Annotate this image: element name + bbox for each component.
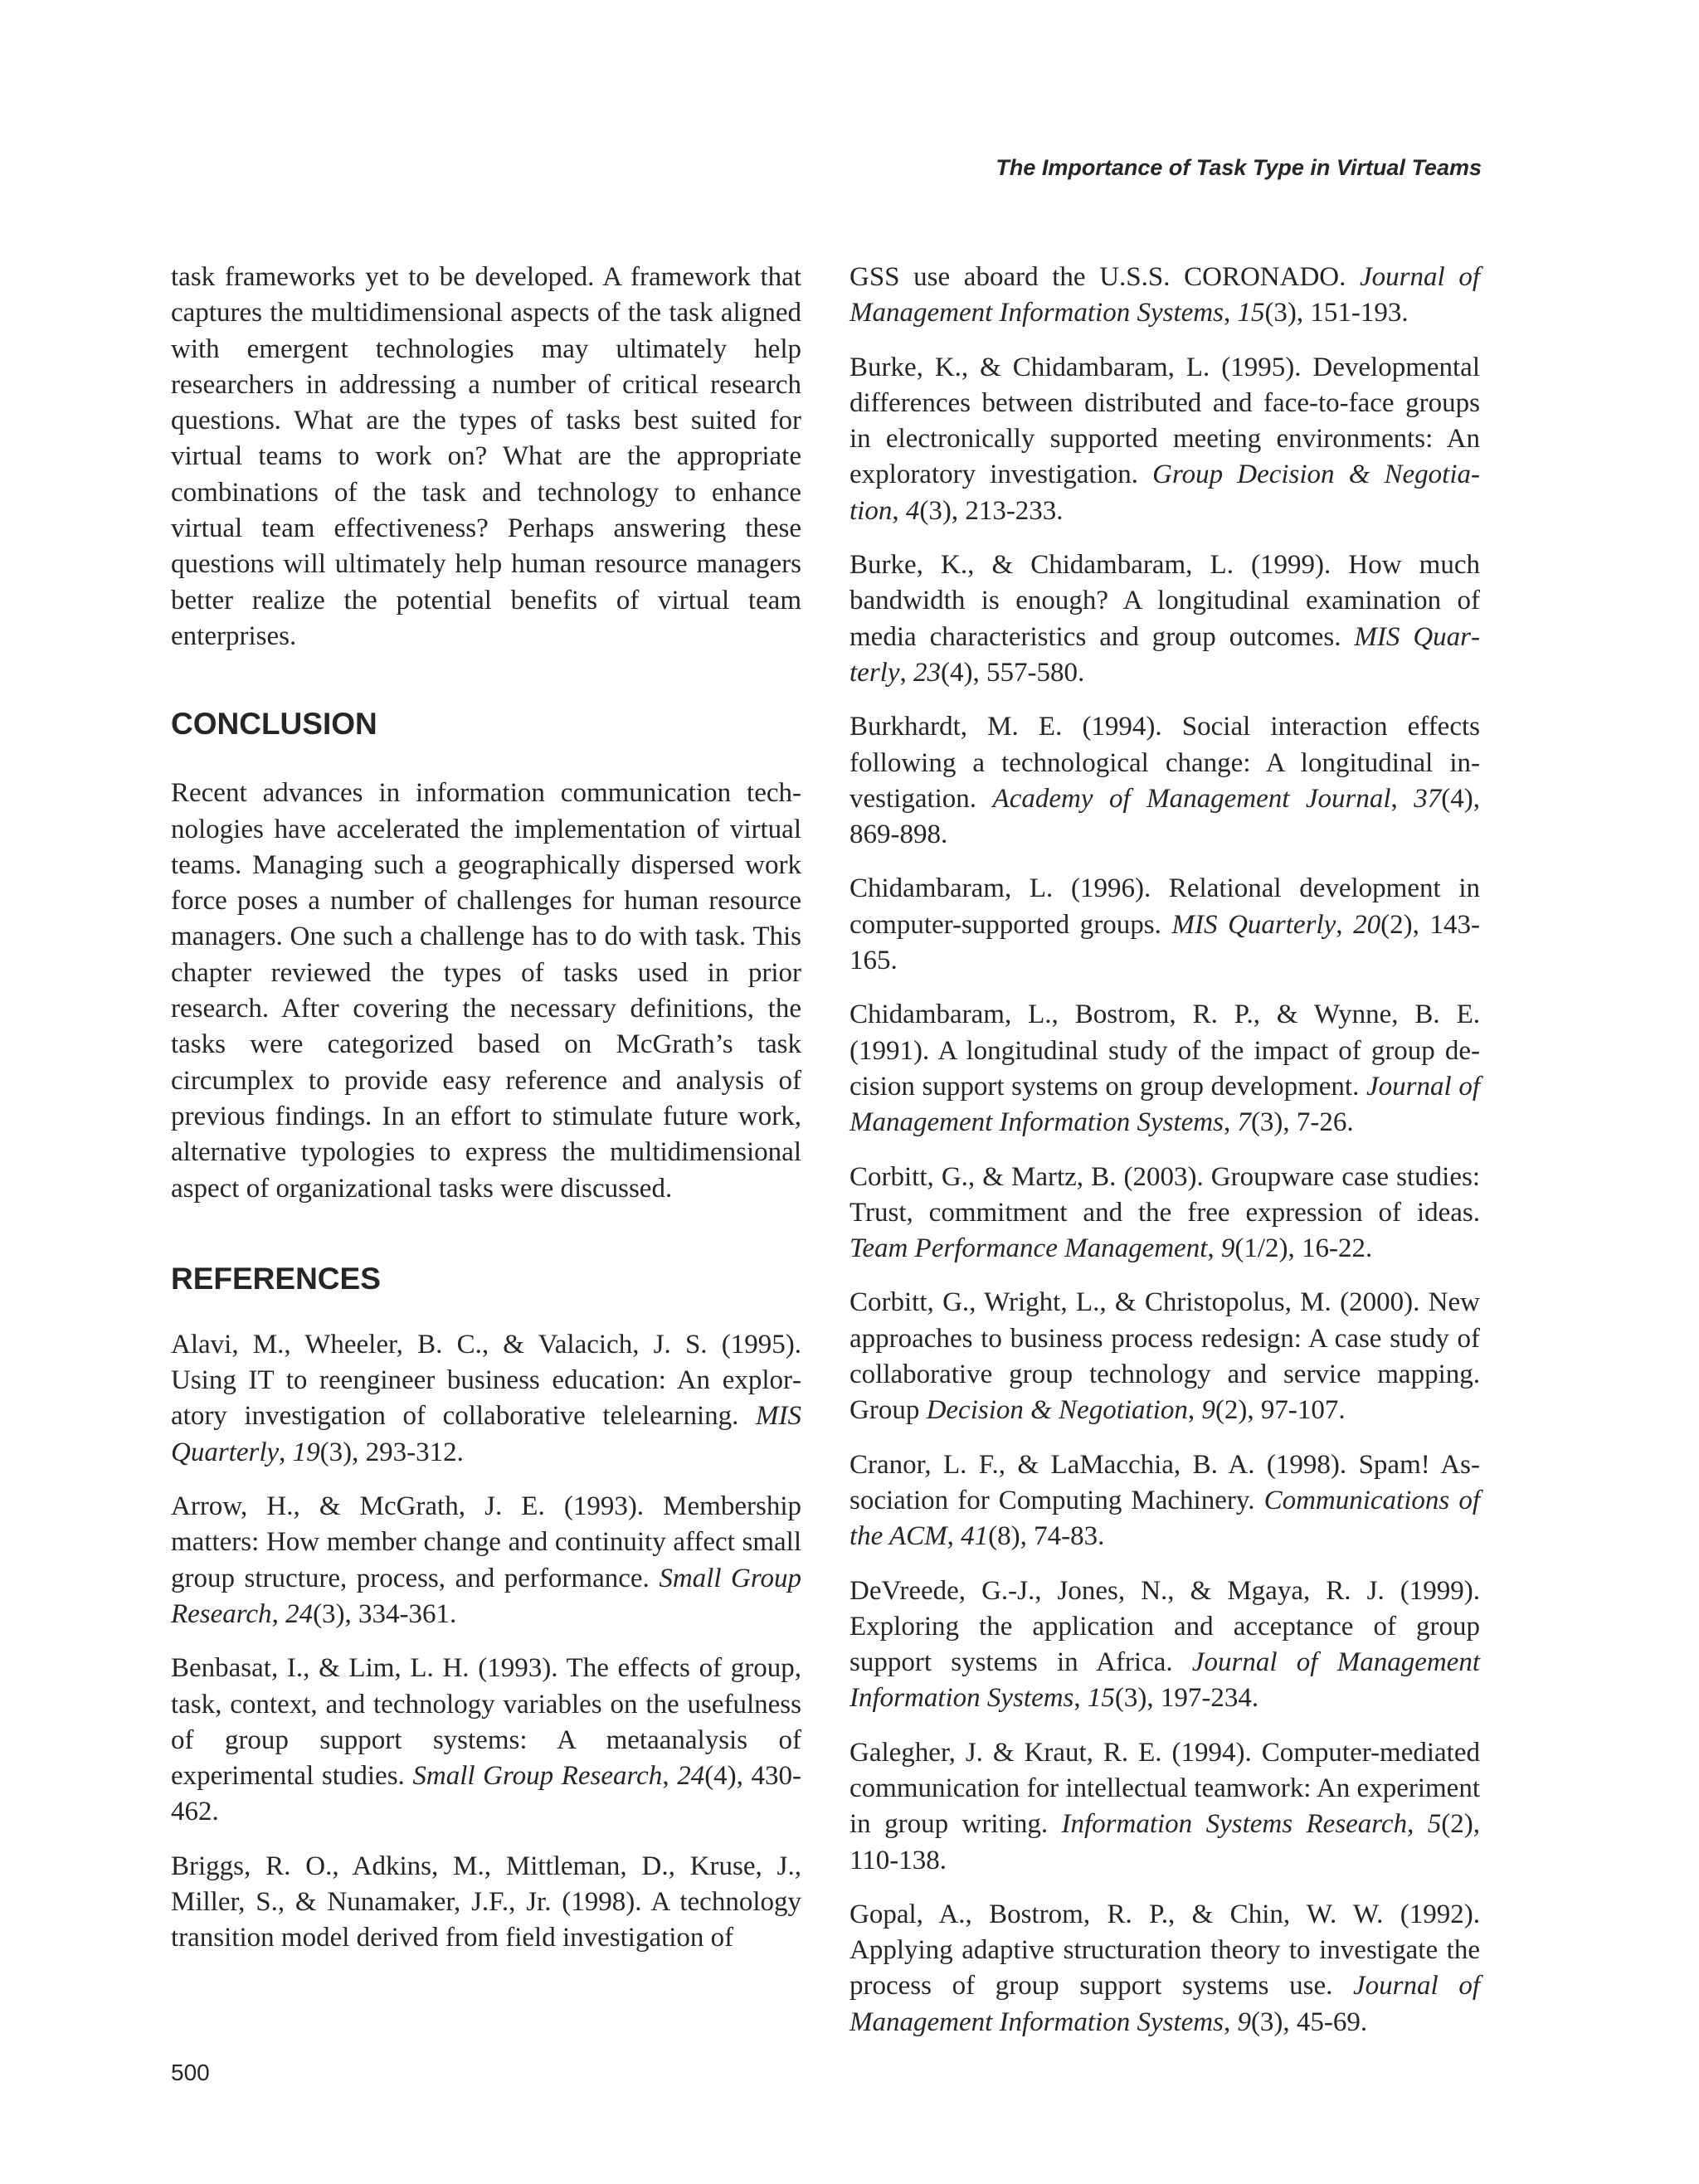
reference-journal: Small Group Research — [412, 1761, 663, 1792]
reference-journal: Journal of Management Information Systems — [850, 1071, 1481, 1138]
intro-paragraph: task frameworks yet to be developed. A framework that captures the multidimensional aspects of the task aligned with emergent technologies may ultimately help researchers in addressing a number of critical research questions. What are the types of tasks best suited for virtual teams to work on? What are the appropriate combinations of the task and technology to enhance virtual team effectiveness? Perhaps answering these questions will ultimately help human resource managers better realize the potential benefits of virtual team enterprises. — [171, 262, 801, 651]
reference-entry — [850, 1160, 1480, 1267]
reference-journal: Journal of Management Information Systems — [850, 262, 1480, 328]
reference-authors: Burke, K., & Chidambaram, L. (1995). Developmental differences between distributed and face-to-face groups in electronically supported meeting environments: An exploratory investigation. — [850, 352, 1480, 490]
reference-separator: , — [1187, 1395, 1202, 1426]
reference-pages: (3), 334-361. — [313, 1598, 457, 1629]
reference-entry — [171, 1489, 801, 1632]
reference-volume: 5 — [1427, 1809, 1442, 1840]
reference-journal: MIS Quarterly — [1171, 909, 1336, 940]
reference-authors: Chidambaram, L., Bostrom, R. P., & Wynne, B. E. (1991). A longitudinal study of the impact of group decision support systems on group development. — [850, 1000, 1480, 1102]
reference-entry — [850, 1285, 1480, 1428]
reference-separator: , — [947, 1521, 961, 1552]
reference-pages: (3), 213-233. — [919, 495, 1064, 526]
reference-entry — [850, 547, 1480, 691]
reference-volume: 41 — [961, 1521, 989, 1552]
reference-journal: Journal of Management Information Systems — [850, 1971, 1480, 2037]
reference-pages: (4), 869-898. — [850, 783, 1480, 850]
reference-entry — [850, 350, 1480, 529]
reference-entry — [171, 1849, 801, 1957]
reference-entry — [850, 997, 1480, 1141]
reference-volume: 9 — [1237, 2006, 1251, 2037]
conclusion-heading: CONCLUSION — [171, 707, 377, 742]
reference-continuation — [850, 260, 1480, 332]
reference-separator: , — [662, 1761, 678, 1792]
reference-authors: Chidambaram, L. (1996). Relational development in computer-supported groups. — [850, 873, 1480, 940]
reference-entry — [850, 709, 1480, 853]
reference-pages: (2), 110-138. — [850, 1809, 1480, 1875]
reference-pages: (1/2), 16-22. — [1234, 1233, 1373, 1264]
reference-volume: 9 — [1220, 1233, 1235, 1264]
reference-volume: 19 — [292, 1437, 320, 1467]
reference-separator: , — [1207, 1233, 1221, 1264]
reference-separator: , — [1336, 909, 1354, 940]
page-number: 500 — [171, 2060, 210, 2085]
reference-entry — [171, 1651, 801, 1830]
reference-journal: Journal of Management Information Systems — [850, 1647, 1480, 1714]
reference-pages: (4), 557-580. — [940, 657, 1085, 688]
reference-volume: 37 — [1414, 783, 1442, 814]
reference-pages: (3), 7-26. — [1250, 1107, 1354, 1138]
reference-separator: , — [279, 1437, 293, 1467]
reference-volume: 15 — [1237, 298, 1265, 328]
reference-journal: Decision & Negotiation — [926, 1395, 1188, 1426]
reference-authors: Briggs, R. O., Adkins, M., Mittleman, D., Kruse, J., Miller, S., & Nunamaker, J.F., Jr. (1998). A technology transition model derived from field investigation of — [171, 1851, 801, 1953]
reference-pages: (3), 293-312. — [319, 1437, 464, 1467]
reference-pages: (2), 143-165. — [850, 909, 1480, 976]
reference-entry — [850, 1735, 1480, 1879]
reference-separator: , — [1390, 783, 1414, 814]
reference-volume: 20 — [1353, 909, 1381, 940]
reference-entry — [850, 1897, 1480, 2041]
reference-journal: Information Systems Research — [1061, 1809, 1408, 1840]
reference-pages: (3), 151-193. — [1264, 298, 1409, 328]
reference-separator: , — [1223, 2006, 1238, 2037]
reference-volume: 24 — [677, 1761, 705, 1792]
reference-pages: (2), 97-107. — [1215, 1395, 1346, 1426]
reference-volume: 24 — [285, 1598, 314, 1629]
reference-entry — [850, 871, 1480, 979]
reference-separator: , — [1407, 1809, 1428, 1840]
reference-authors: Gopal, A., Bostrom, R. P., & Chin, W. W. (1992). Applying adaptive structuration theory to investigate the process of group support systems use. — [850, 1899, 1480, 2002]
reference-separator: , — [1223, 1107, 1238, 1138]
reference-volume: 9 — [1201, 1395, 1215, 1426]
conclusion-paragraph: Recent advances in information communication technologies have accelerated the implementation of virtual teams. Managing such a geographically dispersed work force poses a number of challenges for human resource managers. One such a challenge has to do with task. This chapter reviewed the types of tasks used in prior research. After covering the necessary definitions, the tasks were categorized based on McGrath’s task circumplex to provide easy reference and analysis of previous findings. In an effort to stimulate future work, alternative typologies to express the multidimensional aspect of organizational tasks were discussed. — [171, 778, 801, 1204]
right-column — [850, 260, 1480, 2059]
reference-journal: Small Group Research — [171, 1563, 802, 1629]
reference-authors: Burke, K., & Chidambaram, L. (1999). How much bandwidth is enough? A longitudinal examination of media characteristics and group outcomes. — [850, 550, 1480, 652]
reference-authors: Burkhardt, M. E. (1994). Social interaction effects following a technological change: A longitudinal investigation. — [850, 712, 1480, 814]
reference-authors: Arrow, H., & McGrath, J. E. (1993). Membership matters: How member change and continuity affect small group structure, process, and performance. — [171, 1491, 801, 1593]
reference-separator: , — [271, 1598, 286, 1629]
reference-entry — [171, 1327, 801, 1471]
reference-separator: , — [1073, 1683, 1088, 1714]
reference-authors: Galegher, J. & Kraut, R. E. (1994). Computer-mediated communication for intellectual teamwork: An experiment in group writing. — [850, 1737, 1480, 1840]
reference-volume: 7 — [1237, 1107, 1251, 1138]
reference-journal: MIS Quarterly — [171, 1401, 801, 1467]
reference-authors: DeVreede, G.-J., Jones, N., & Mgaya, R. J. (1999). Exploring the application and acceptance of group support systems in Africa. — [850, 1575, 1480, 1678]
reference-volume: 4 — [905, 495, 920, 526]
reference-authors: Cranor, L. F., & LaMacchia, B. A. (1998). Spam! Association for Computing Machinery. — [850, 1449, 1480, 1515]
reference-separator: , — [899, 657, 913, 688]
reference-pages: (8), 74-83. — [988, 1521, 1105, 1552]
reference-separator: , — [892, 495, 906, 526]
reference-journal: Academy of Management Journal — [992, 783, 1391, 814]
reference-pages: (4), 430-462. — [171, 1761, 802, 1827]
reference-journal: MIS Quarterly — [850, 621, 1480, 688]
reference-volume: 15 — [1087, 1683, 1115, 1714]
references-heading: REFERENCES — [171, 1261, 381, 1296]
reference-pages: (3), 197-234. — [1114, 1683, 1259, 1714]
reference-journal: Communications of the ACM — [850, 1485, 1480, 1552]
reference-authors: Corbitt, G., & Martz, B. (2003). Groupware case studies: Trust, commitment and the free expression of ideas. — [850, 1161, 1480, 1228]
reference-entry — [850, 1447, 1480, 1555]
reference-authors: Corbitt, G., Wright, L., & Christopolus, M. (2000). New approaches to business process redesign: A case study of collaborative group technology and service mapping. Group — [850, 1287, 1480, 1426]
reference-separator: , — [1223, 298, 1238, 328]
reference-pages: (3), 45-69. — [1250, 2006, 1368, 2037]
reference-authors: Benbasat, I., & Lim, L. H. (1993). The effects of group, task, context, and technology variables on the usefulness of group support systems: A metaanalysis of experimental studies. — [171, 1653, 801, 1792]
left-column — [171, 260, 801, 1975]
reference-journal: Team Performance Management — [850, 1233, 1208, 1264]
reference-volume: 23 — [913, 657, 941, 688]
reference-authors: GSS use aboard the U.S.S. CORONADO. — [850, 262, 1361, 292]
reference-authors: Alavi, M., Wheeler, B. C., & Valacich, J. S. (1995). Using IT to reengineer business education: An exploratory investigation of collaborative telelearning. — [171, 1329, 801, 1432]
reference-entry — [850, 1574, 1480, 1717]
reference-journal: Group Decision & Negotiation — [850, 460, 1480, 526]
running-head-title: The Importance of Task Type in Virtual Teams — [996, 155, 1482, 180]
